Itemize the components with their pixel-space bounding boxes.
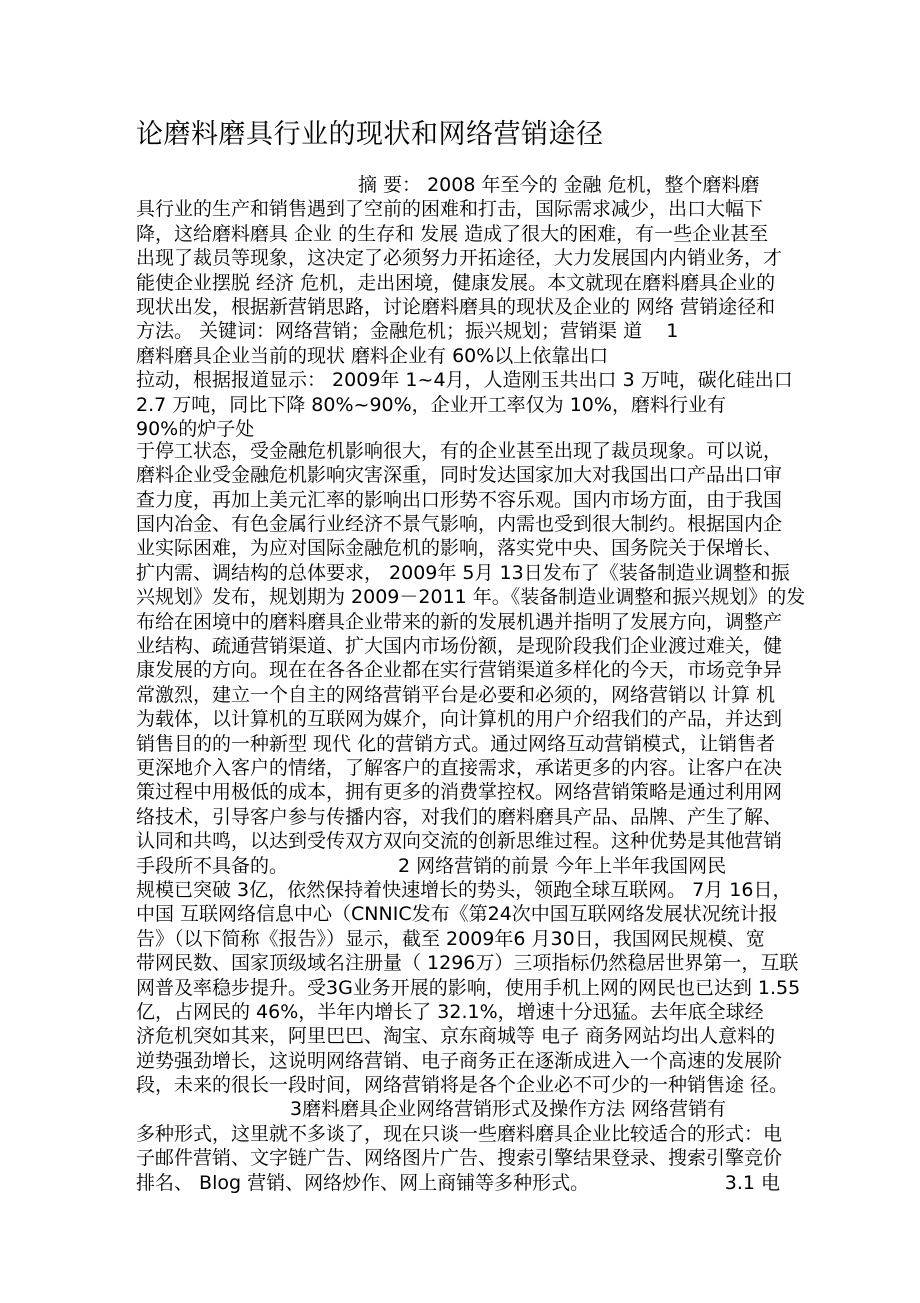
text-line: 磨料企业受金融危机影响灾害深重，同时发达国家加大对我国出口产品出口审 [136,464,783,487]
text-line: 降，这给磨料磨具 企业 的生存和 发展 造成了很大的困难，有一些企业甚至 [136,222,769,245]
keywords-line: 方法。 关键词：网络营销；金融危机；振兴规划；营销渠 道 1 [136,320,679,343]
text-line: 络技术，引导客户参与传播内容，对我们的磨料磨具产品、品牌、产生了解、 [136,805,783,828]
text-line [136,854,776,878]
document-title: 论磨料磨具行业的现状和网络营销途径 [136,119,604,150]
text-line: 能使企业摆脱 经济 危机，走出困境，健康发展。本文就现在磨料磨具企业的 [136,271,776,294]
text-line: 规模已突破 3亿，依然保持着快速增长的势头，领跑全球互联网。 7月 16日， [136,878,792,901]
text-line: 告》（以下简称《报告》）显示，截至 2009年6 月30日，我国网民规模、宽 [136,927,765,950]
document-body [136,173,806,1195]
text-line: 拉动，根据报道显示： 2009年 1~4月，人造刚玉共出口 3 万吨，碳化硅出口 [136,369,793,392]
text-line: 布给在困境中的磨料磨具企业带来的新的发展机遇并指明了发展方向，调整产 [136,610,783,633]
text-line: 济危机突如其来，阿里巴巴、淘宝、京东商城等 电子 商务网站均出人意料的 [136,1025,776,1048]
text-line: 查力度，再加上美元汇率的影响出口形势不容乐观。国内市场方面，由于我国 [136,488,783,511]
text-line: 2.7 万吨，同比下降 80%~90%，企业开工率仅为 10%，磨料行业有 [136,393,726,416]
text-line: 认同和共鸣，以达到受传双方双向交流的创新思维过程。这种优势是其他营销 [136,830,783,853]
text-line: 业结构、疏通营销渠道、扩大国内市场份额，是现阶段我们企业渡过难关，健 [136,635,783,658]
text-line: 于停工状态，受金融危机影响很大，有的企业甚至出现了裁员现象。可以说， [136,439,783,462]
section-1-heading-line: 磨料磨具企业当前的现状 磨料企业有 60%以上依靠出口 [136,344,609,367]
text-line: 常激烈，建立一个自主的网络营销平台是必要和必须的，网络营销以 计算 机 [136,683,776,706]
section-3-1-heading: 3.1 电 [724,1171,780,1194]
text-line: 中国 互联网络信息中心（CNNIC发布《第24次中国互联网络发展状况统计报 [136,903,778,926]
text-line: 逆势强劲增长，这说明网络营销、电子商务正在逐渐成进入一个高速的发展阶 [136,1049,783,1072]
text-line: 康发展的方向。现在在各各企业都在实行营销渠道多样化的今天，市场竞争异 [136,659,783,682]
text-line: 多种形式，这里就不多谈了，现在只谈一些磨料磨具企业比较适合的形式：电 [136,1122,783,1145]
text-line: 子邮件营销、文字链广告、网络图片广告、搜索引擎结果登录、搜索引擎竞价 [136,1147,783,1170]
text-segment: 排名、 Blog 营销、网络炒作、网上商铺等多种形式。 [136,1171,590,1194]
section-2-heading: 2 网络营销的前景 今年上半年我国网民 [398,854,727,877]
text-line: 具行业的生产和销售遇到了空前的困难和打击，国际需求减少，出口大幅下 [136,198,764,221]
section-3-heading-line: 3磨料磨具企业网络营销形式及操作方法 网络营销有 [290,1098,727,1121]
text-line: 销售目的的一种新型 现代 化的营销方式。通过网络互动营销模式，让销售者 [136,732,776,755]
text-line: 业实际困难，为应对国际金融危机的影响，落实党中央、国务院关于保增长、 [136,537,783,560]
text-line: 带网民数、国家顶级域名注册量（ 1296万）三项指标仍然稳居世界第一，互联 [136,952,799,975]
text-line: 更深地介入客户的情绪，了解客户的直接需求，承诺更多的内容。让客户在决 [136,756,783,779]
text-line: 策过程中用极低的成本，拥有更多的消费掌控权。网络营销策略是通过利用网 [136,781,783,804]
text-line: 出现了裁员等现象，这决定了必须努力开拓途径，大力发展国内内销业务，才 [136,247,783,270]
text-line: 段，未来的很长一段时间，网络营销将是各个企业必不可少的一种销售途 径。 [136,1074,789,1097]
text-line: 为载体，以计算机的互联网为媒介，向计算机的用户介绍我们的产品，并达到 [136,708,783,731]
text-line: 国内冶金、有色金属行业经济不景气影响，内需也受到很大制约。根据国内企 [136,513,783,536]
abstract-line: 摘 要： 2008 年至今的 金融 危机，整个磨料磨 [358,174,760,196]
text-segment: 手段所不具备的。 [136,854,289,877]
text-line: 网普及率稳步提升。受3G业务开展的影响，使用手机上网的网民也已达到 1.55 [136,976,801,999]
text-line: 扩内需、调结构的总体要求， 2009年 5月 13日发布了《装备制造业调整和振 [136,561,790,584]
text-line: 亿，占网民的 46%，半年内增长了 32.1%，增速十分迅猛。去年底全球经 [136,1000,764,1023]
text-line: 90%的炉子处 [136,417,255,440]
text-line [136,1171,780,1195]
text-line: 兴规划》发布，规划期为 2009－2011 年。《装备制造业调整和振兴规划》的发 [136,586,806,609]
text-line: 现状出发，根据新营销思路，讨论磨料磨具的现状及企业的 网络 营销途径和 [136,295,776,318]
